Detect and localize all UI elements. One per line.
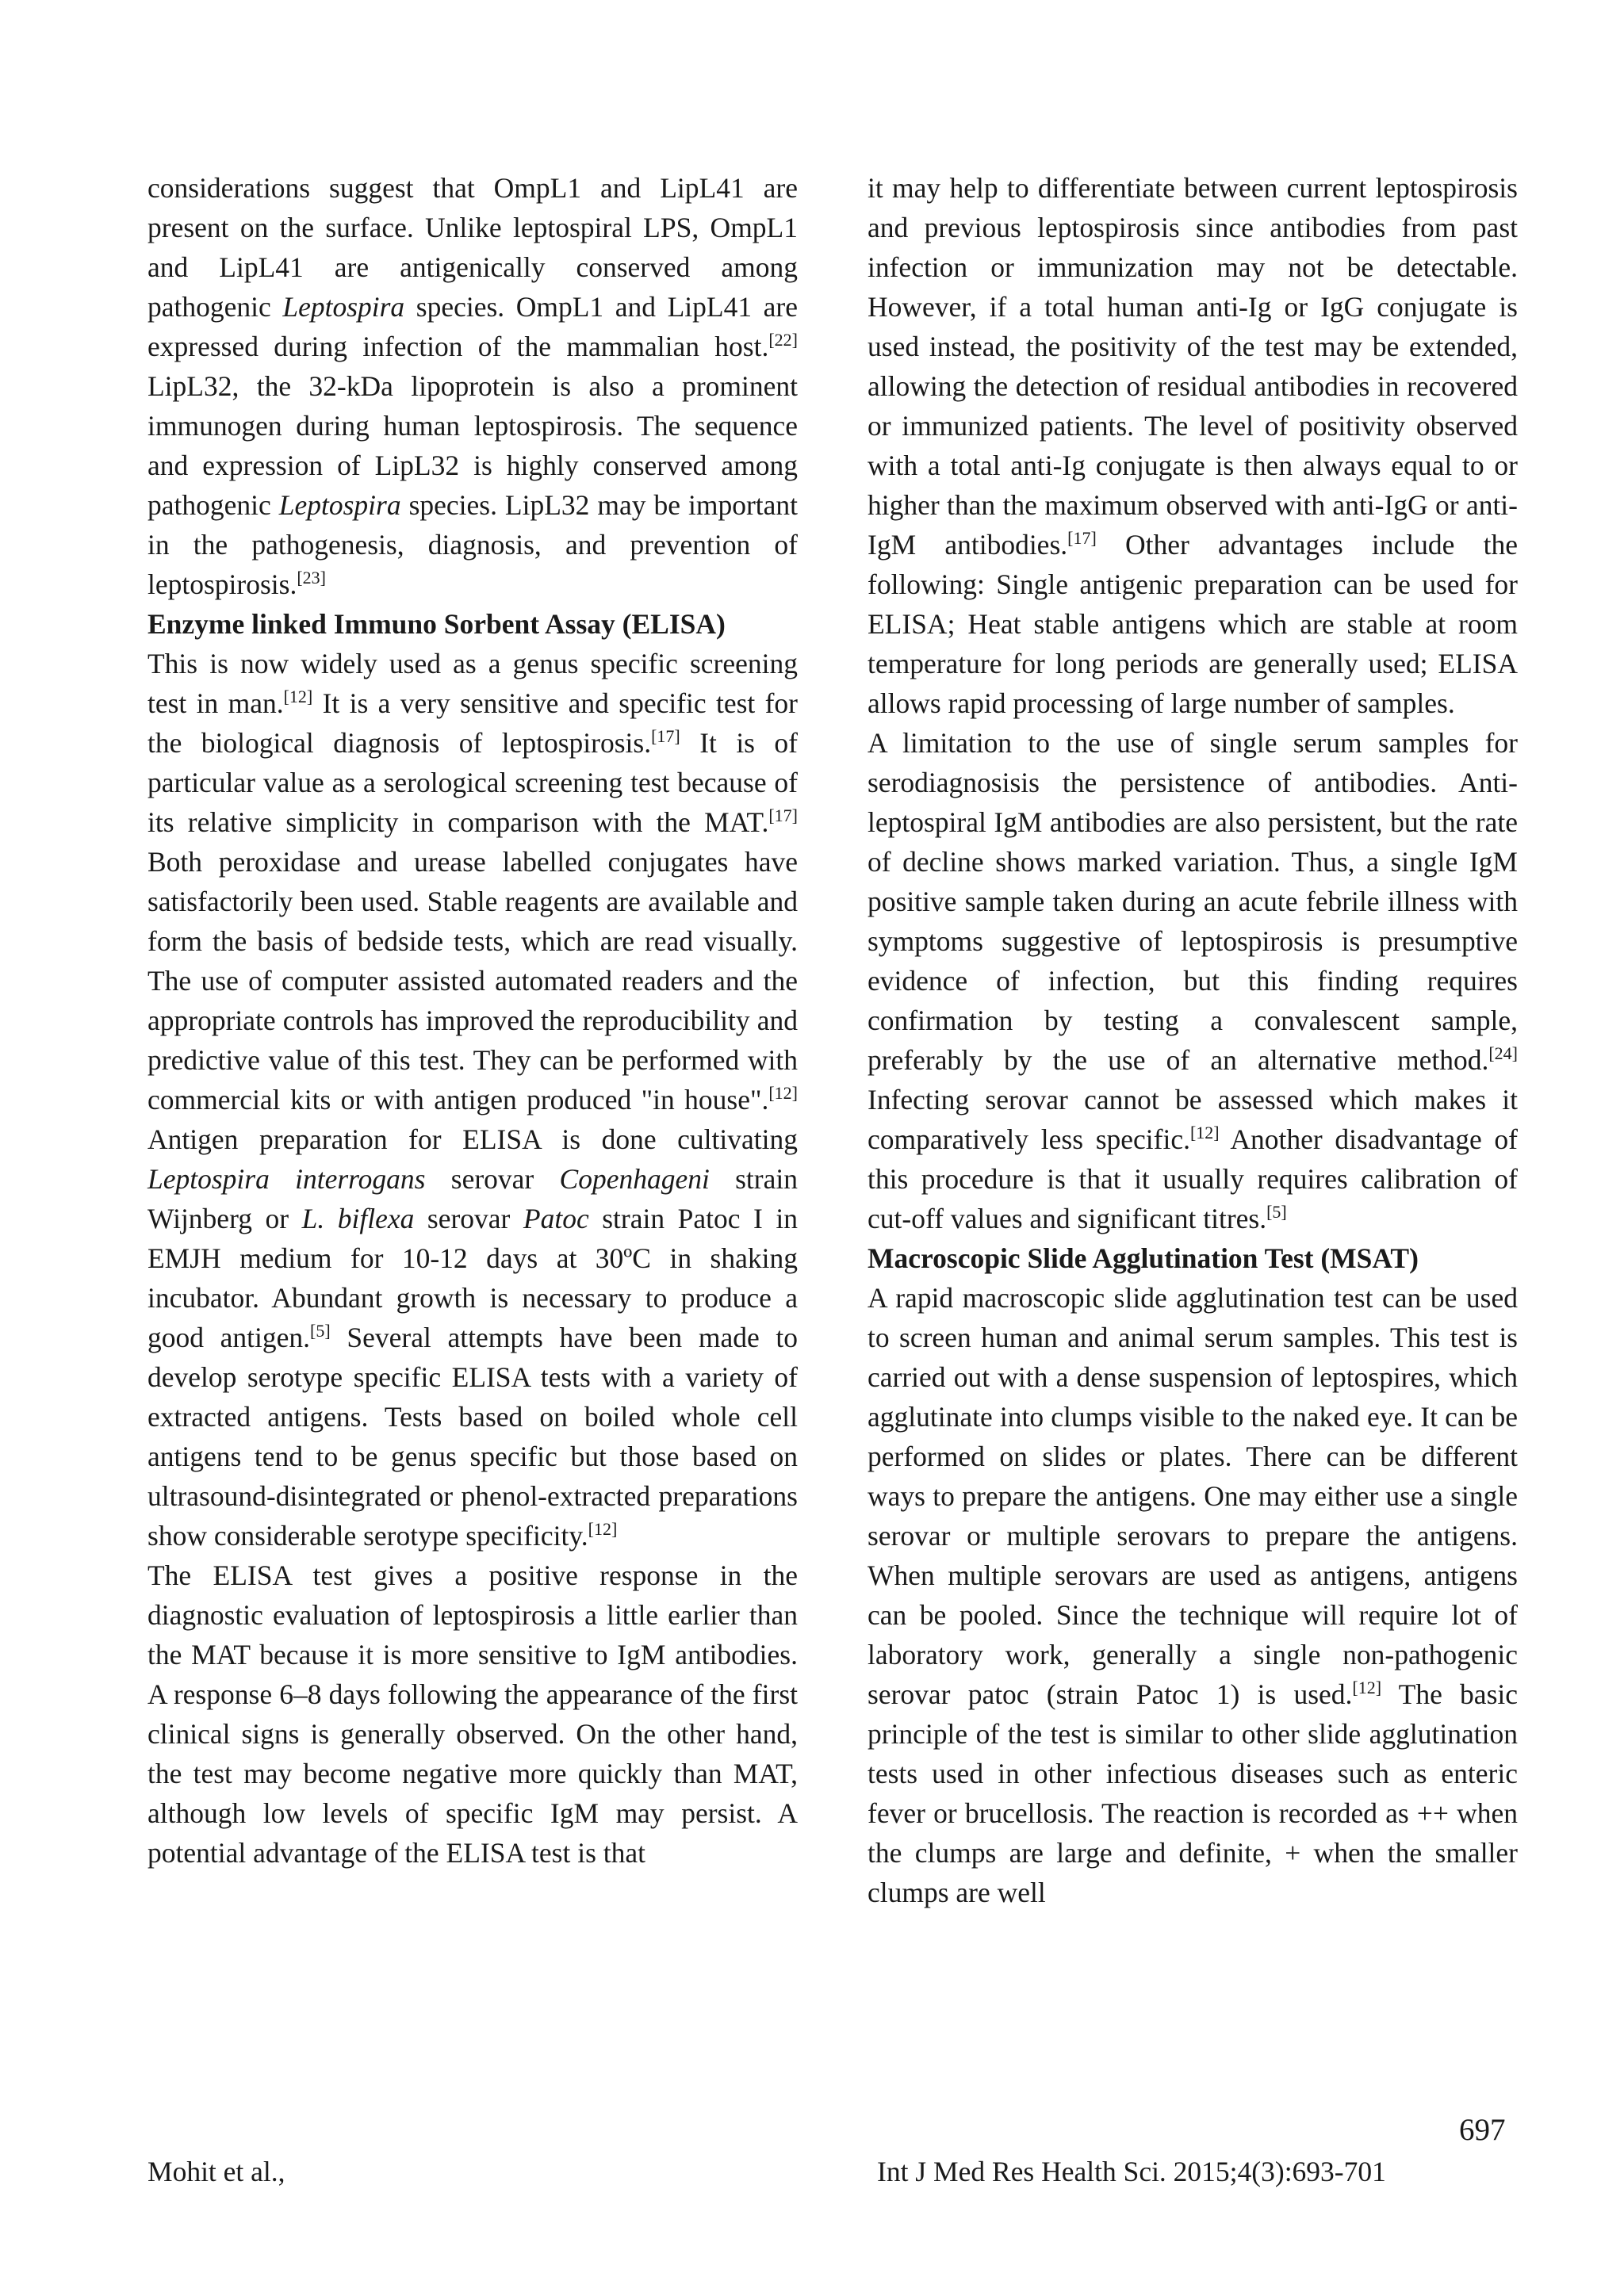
- citation-ref: [12]: [588, 1519, 618, 1539]
- page-number: 697: [1459, 2113, 1506, 2147]
- section-heading-elisa: Enzyme linked Immuno Sorbent Assay (ELISA): [147, 608, 726, 640]
- left-column: [147, 168, 798, 1873]
- paragraph-elisa-description: This is now widely used as a genus specific screening test in man.[12] It is a very sensitive and specific test for the biological diagnosis of leptospirosis.[17] It is of particular value as a serological screening test because of its relative simplicity in comparison with the MAT.[17] Both peroxidase and urease labelled conjugates have satisfactorily been used. Stable reagents are available and form the basis of bedside tests, which are read visually. The use of computer assisted automated readers and the appropriate controls has improved the reproducibility and predictive value of this test. They can be performed with commercial kits or with antigen produced "in house".[12] Antigen preparation for ELISA is done cultivating Leptospira interrogans serovar Copenhageni strain Wijnberg or L. biflexa serovar Patoc strain Patoc I in EMJH medium for 10-12 days at 30ºC in shaking incubator. Abundant growth is necessary to produce a good antigen.[5] Several attempts have been made to develop serotype specific ELISA tests with a variety of extracted antigens. Tests based on boiled whole cell antigens tend to be genus specific but those based on ultrasound-disintegrated or phenol-extracted preparations show considerable serotype specificity.[12]: [147, 648, 799, 1552]
- citation-ref: [17]: [1067, 528, 1097, 548]
- paragraph-msat-description: A rapid macroscopic slide agglutination test can be used to screen human and animal serum samples. This test is carried out with a dense suspension of leptospires, which agglutinate into clumps visible to the naked eye. It can be performed on slides or plates. There can be different ways to prepare the antigens. One may either use a single serovar or multiple serovars to prepare the antigens. When multiple serovars are used as antigens, antigens can be pooled. Since the technique will require lot of laboratory work, generally a single non-pathogenic serovar patoc (strain Patoc 1) is used.[12] The basic principle of the test is similar to other slide agglutination tests used in other infectious diseases such as enteric fever or brucellosis. The reaction is recorded as ++ when the clumps are large and definite, + when the smaller clumps are well: [868, 1282, 1519, 1908]
- paragraph-outer-membrane-proteins: considerations suggest that OmpL1 and LipL41 are present on the surface. Unlike leptospiral LPS, OmpL1 and LipL41 are antigenically conserved among pathogenic Leptospira species. OmpL1 and LipL41 are expressed during infection of the mammalian host.[22] LipL32, the 32-kDa lipoprotein is also a prominent immunogen during human leptospirosis. The sequence and expression of LipL32 is highly conserved among pathogenic Leptospira species. LipL32 may be important in the pathogenesis, diagnosis, and prevention of leptospirosis.[23]: [147, 172, 799, 600]
- paragraph-elisa-limitations: A limitation to the use of single serum samples for serodiagnosisis the persistence of antibodies. Anti-leptospiral IgM antibodies are also persistent, but the rate of decline shows marked variation. Thus, a single IgM positive sample taken during an acute febrile illness with symptoms suggestive of leptospirosis is presumptive evidence of infection, but this finding requires confirmation by testing a convalescent sample, preferably by the use of an alternative method.[24] Infecting serovar cannot be assessed which makes it comparatively less specific.[12] Another disadvantage of this procedure is that it usually requires calibration of cut-off values and significant titres.[5]: [868, 727, 1518, 1234]
- section-heading-msat: Macroscopic Slide Agglutination Test (MSAT): [868, 1242, 1419, 1274]
- citation-ref: [12]: [1352, 1678, 1382, 1697]
- right-column: [868, 168, 1518, 1912]
- citation-ref: [5]: [1266, 1202, 1287, 1222]
- citation-ref: [17]: [651, 726, 680, 746]
- paragraph-elisa-advantages: it may help to differentiate between current leptospirosis and previous leptospirosis since antibodies from past infection or immunization may not be detectable. However, if a total human anti-Ig or IgG conjugate is used instead, the positivity of the test may be extended, allowing the detection of residual antibodies in recovered or immunized patients. The level of positivity observed with a total anti-Ig conjugate is then always equal to or higher than the maximum observed with anti-IgG or anti-IgM antibodies.[17] Other advantages include the following: Single antigenic preparation can be used for ELISA; Heat stable antigens which are stable at room temperature for long periods are generally used; ELISA allows rapid processing of large number of samples.: [868, 172, 1518, 719]
- paragraph-elisa-response: The ELISA test gives a positive response in the diagnostic evaluation of leptospirosis a little earlier than the MAT because it is more sensitive to IgM antibodies. A response 6–8 days following the appearance of the first clinical signs is generally observed. On the other hand, the test may become negative more quickly than MAT, although low levels of specific IgM may persist. A potential advantage of the ELISA test is that: [147, 1559, 798, 1869]
- citation-ref: [17]: [768, 806, 798, 825]
- citation-ref: [22]: [768, 330, 798, 350]
- citation-ref: [23]: [297, 568, 327, 587]
- citation-ref: [12]: [768, 1083, 798, 1103]
- citation-ref: [12]: [1189, 1123, 1220, 1142]
- citation-ref: [5]: [310, 1321, 331, 1341]
- citation-ref: [12]: [283, 687, 313, 706]
- citation-ref: [24]: [1488, 1043, 1518, 1063]
- footer-citation: Int J Med Res Health Sci. 2015;4(3):693-701: [877, 2156, 1386, 2187]
- footer-author: Mohit et al.,: [147, 2156, 285, 2187]
